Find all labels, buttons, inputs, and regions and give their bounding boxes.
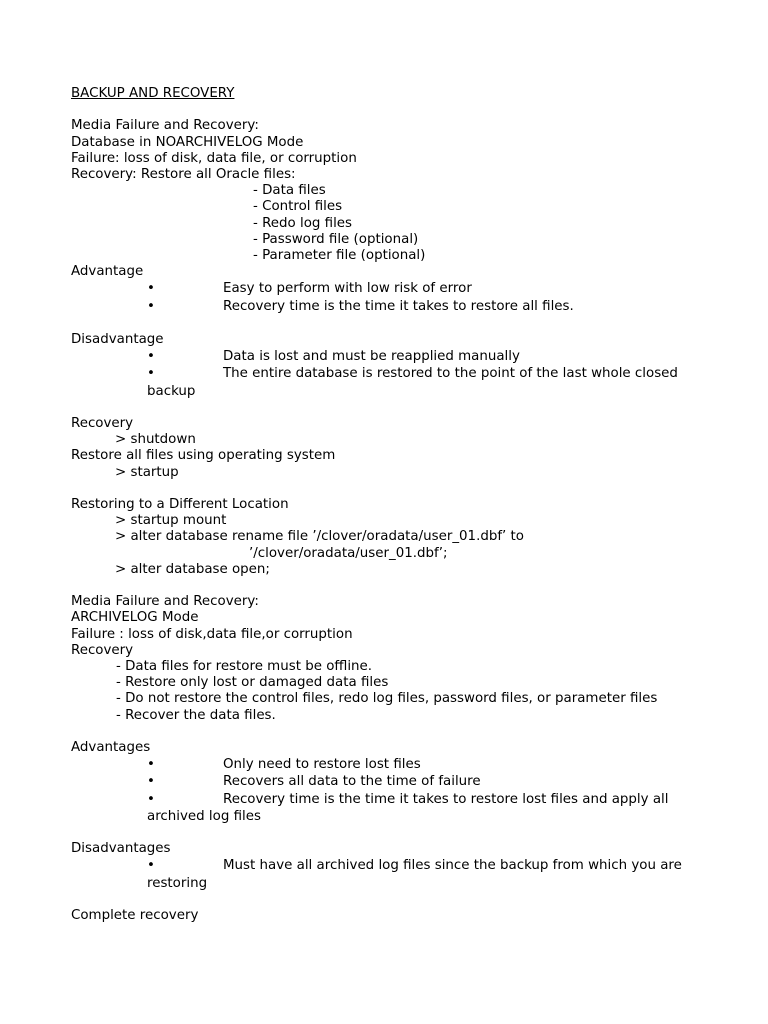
step-item: - Do not restore the control files, redo log files, password files, or parameter files bbox=[116, 691, 658, 707]
spacer bbox=[71, 825, 721, 841]
bullet-item bbox=[71, 774, 721, 790]
bullet-text: Recovery time is the time it takes to restore lost files and apply all bbox=[223, 791, 669, 807]
spacer bbox=[71, 892, 721, 908]
file-item: - Password file (optional) bbox=[253, 231, 419, 247]
bullet-item bbox=[71, 281, 721, 297]
mode-line: Database in NOARCHIVELOG Mode bbox=[71, 134, 304, 150]
bullet-item bbox=[71, 858, 721, 874]
document-body bbox=[71, 86, 721, 924]
document-title: BACKUP AND RECOVERY bbox=[71, 86, 235, 101]
file-item: - Data files bbox=[253, 183, 326, 199]
bullet-text: Data is lost and must be reapplied manually bbox=[223, 349, 520, 365]
bullet-wrap-text: restoring bbox=[147, 875, 208, 891]
bullet-wrap-text: backup bbox=[147, 383, 196, 399]
advantages-heading: Advantages bbox=[71, 740, 151, 756]
failure-line: Failure : loss of disk,data file,or corruption bbox=[71, 626, 353, 642]
bullet-text: Easy to perform with low risk of error bbox=[223, 281, 472, 297]
bullet-dot: • bbox=[147, 298, 155, 314]
complete-recovery-heading: Complete recovery bbox=[71, 908, 199, 924]
bullet-item bbox=[71, 757, 721, 773]
bullet-text: Recovery time is the time it takes to restore all files. bbox=[223, 298, 574, 314]
step-item: - Restore only lost or damaged data files bbox=[116, 675, 389, 691]
command-line: > alter database rename file ’/clover/oradata/user_01.dbf’ to bbox=[115, 529, 524, 545]
spacer bbox=[71, 400, 721, 416]
bullet-item bbox=[71, 349, 721, 365]
bullet-wrap-text: archived log files bbox=[147, 808, 261, 824]
bullet-dot: • bbox=[147, 774, 155, 790]
bullet-dot: • bbox=[147, 281, 155, 297]
bullet-text: Recovers all data to the time of failure bbox=[223, 774, 481, 790]
advantage-heading: Advantage bbox=[71, 264, 144, 280]
recovery-heading: Recovery bbox=[71, 416, 134, 432]
bullet-item bbox=[71, 366, 721, 382]
file-item: - Redo log files bbox=[253, 215, 353, 231]
command-line: > startup bbox=[115, 464, 179, 480]
spacer bbox=[71, 102, 721, 118]
spacer bbox=[71, 481, 721, 497]
command-line: > shutdown bbox=[115, 432, 196, 448]
step-item: - Recover the data files. bbox=[116, 707, 276, 723]
restore-os-line: Restore all files using operating system bbox=[71, 448, 336, 464]
disadvantages-heading: Disadvantages bbox=[71, 841, 171, 857]
section-heading: Media Failure and Recovery: bbox=[71, 594, 259, 610]
disadvantage-heading: Disadvantage bbox=[71, 332, 164, 348]
spacer bbox=[71, 724, 721, 740]
bullet-text: The entire database is restored to the point of the last whole closed bbox=[223, 366, 678, 382]
failure-line: Failure: loss of disk, data file, or corruption bbox=[71, 150, 357, 166]
bullet-text: Must have all archived log files since the backup from which you are bbox=[223, 858, 682, 874]
bullet-dot: • bbox=[147, 791, 155, 807]
command-line: > alter database open; bbox=[115, 561, 270, 577]
bullet-dot: • bbox=[147, 366, 155, 382]
command-continuation: ’/clover/oradata/user_01.dbf’; bbox=[249, 545, 448, 561]
spacer bbox=[71, 578, 721, 594]
bullet-item bbox=[71, 792, 721, 808]
recovery-intro: Recovery: Restore all Oracle files: bbox=[71, 167, 296, 182]
bullet-item bbox=[71, 299, 721, 315]
step-item: - Data files for restore must be offline. bbox=[116, 659, 373, 675]
section-heading: Restoring to a Different Location bbox=[71, 497, 289, 513]
bullet-dot: • bbox=[147, 858, 155, 874]
file-item: - Control files bbox=[253, 199, 343, 215]
spacer bbox=[71, 316, 721, 332]
bullet-dot: • bbox=[147, 349, 155, 365]
bullet-text: Only need to restore lost files bbox=[223, 757, 421, 773]
bullet-dot: • bbox=[147, 757, 155, 773]
file-item: - Parameter file (optional) bbox=[253, 248, 426, 264]
command-line: > startup mount bbox=[115, 513, 227, 529]
section-heading: Media Failure and Recovery: bbox=[71, 118, 259, 134]
recovery-heading: Recovery bbox=[71, 642, 134, 658]
mode-line: ARCHIVELOG Mode bbox=[71, 610, 199, 626]
